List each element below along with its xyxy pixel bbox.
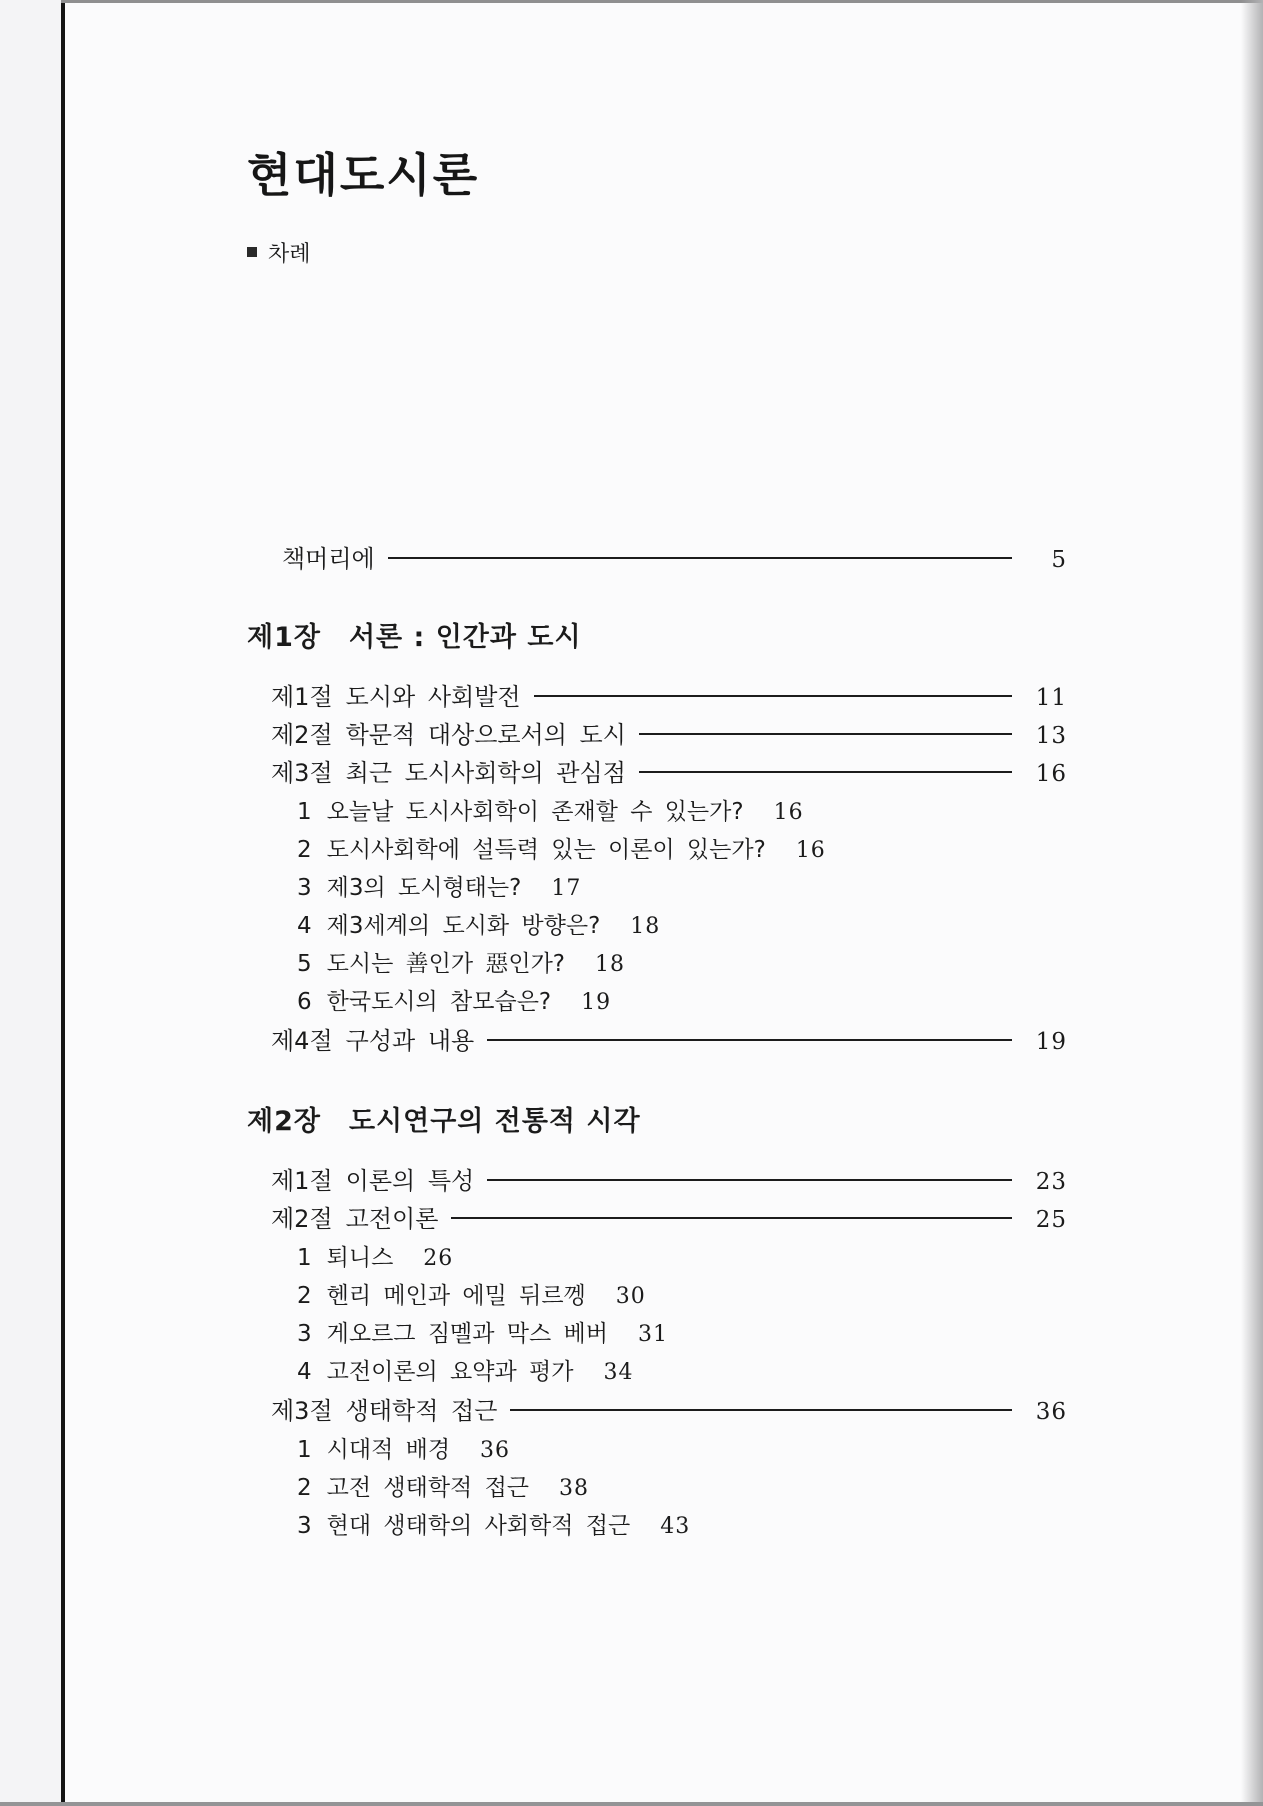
toc-item-row xyxy=(297,907,1067,945)
section-row xyxy=(271,753,1067,791)
item-no: 2 xyxy=(297,1475,312,1501)
item-title: 제3의 도시형태는? xyxy=(326,875,522,901)
dot-leader-line xyxy=(487,1039,1012,1041)
item-page: 30 xyxy=(615,1284,646,1309)
item-page: 19 xyxy=(581,990,612,1015)
item-no: 1 xyxy=(297,1437,312,1463)
item-page: 36 xyxy=(480,1438,511,1463)
section-page: 11 xyxy=(1035,685,1067,711)
toc-section xyxy=(247,715,1067,753)
toc-chapter xyxy=(247,1103,1067,1545)
dot-leader-line xyxy=(487,1179,1012,1181)
chapter-heading xyxy=(247,619,1067,657)
section-page: 19 xyxy=(1035,1029,1067,1055)
section-row xyxy=(271,1021,1067,1059)
front-matter-label: 책머리에 xyxy=(282,545,375,573)
toc-chapters xyxy=(247,619,1067,1545)
item-title: 제3세계의 도시화 방향은? xyxy=(326,913,601,939)
item-title: 시대적 배경 xyxy=(326,1437,451,1463)
item-no: 3 xyxy=(297,1321,312,1347)
item-page: 16 xyxy=(795,838,826,863)
item-title: 헨리 메인과 에밀 뒤르껭 xyxy=(326,1283,586,1309)
item-title: 퇴니스 xyxy=(326,1245,394,1271)
section-title: 고전이론 xyxy=(345,1205,439,1233)
dot-leader-line xyxy=(451,1217,1012,1219)
item-title: 도시는 善인가 惡인가? xyxy=(326,951,565,977)
toc-section xyxy=(247,1199,1067,1391)
section-title: 최근 도시사회학의 관심점 xyxy=(345,759,626,787)
dot-leader-line xyxy=(388,557,1012,559)
page-top-edge xyxy=(61,0,1263,3)
item-no: 3 xyxy=(297,875,312,901)
toc-chapter xyxy=(247,619,1067,1059)
section-items xyxy=(247,793,1067,1021)
chapter-title: 도시연구의 전통적 시각 xyxy=(348,1106,641,1137)
section-title: 생태학적 접근 xyxy=(345,1397,498,1425)
section-page: 36 xyxy=(1035,1399,1067,1425)
item-title: 한국도시의 참모습은? xyxy=(326,989,552,1015)
item-no: 4 xyxy=(297,1359,312,1385)
front-matter-page: 5 xyxy=(1051,547,1067,573)
item-no: 4 xyxy=(297,913,312,939)
section-items xyxy=(247,1431,1067,1545)
toc-item-row xyxy=(297,793,1067,831)
toc-label: 차례 xyxy=(268,241,311,267)
section-no: 제2절 xyxy=(271,1205,333,1233)
section-no: 제2절 xyxy=(271,721,333,749)
toc-item-row xyxy=(297,983,1067,1021)
section-page: 16 xyxy=(1035,761,1067,787)
item-no: 5 xyxy=(297,951,312,977)
section-page: 23 xyxy=(1035,1169,1067,1195)
item-title: 도시사회학에 설득력 있는 이론이 있는가? xyxy=(326,837,766,863)
chapter-sections xyxy=(247,677,1067,1059)
item-no: 6 xyxy=(297,989,312,1015)
section-no: 제3절 xyxy=(271,1397,333,1425)
item-title: 고전 생태학적 접근 xyxy=(326,1475,530,1501)
item-no: 2 xyxy=(297,1283,312,1309)
item-page: 34 xyxy=(603,1360,634,1385)
item-title: 게오르그 짐멜과 막스 베버 xyxy=(326,1321,608,1347)
toc-item-row xyxy=(297,1469,1067,1507)
section-row xyxy=(271,1199,1067,1237)
toc-section xyxy=(247,1391,1067,1545)
toc-item-row xyxy=(297,945,1067,983)
toc-item-row xyxy=(297,1507,1067,1545)
toc-label-row xyxy=(247,237,1067,267)
item-title: 고전이론의 요약과 평가 xyxy=(326,1359,574,1385)
page-bottom-edge xyxy=(0,1802,1263,1806)
item-page: 18 xyxy=(595,952,625,977)
toc-item-row xyxy=(297,1431,1067,1469)
section-title: 이론의 특성 xyxy=(345,1167,475,1195)
toc-item-row xyxy=(297,869,1067,907)
toc-section xyxy=(247,1161,1067,1199)
item-page: 16 xyxy=(773,800,804,825)
toc-section xyxy=(247,1021,1067,1059)
page-content xyxy=(247,148,1067,1545)
section-row xyxy=(271,1391,1067,1429)
toc-item-row xyxy=(297,1315,1067,1353)
toc-item-row xyxy=(297,1277,1067,1315)
toc-item-row xyxy=(297,1239,1067,1277)
item-no: 1 xyxy=(297,799,312,825)
dot-leader-line xyxy=(510,1409,1012,1411)
item-page: 18 xyxy=(630,914,661,939)
section-page: 13 xyxy=(1035,723,1067,749)
dot-leader-line xyxy=(639,733,1012,735)
item-page: 43 xyxy=(660,1514,691,1539)
section-items xyxy=(247,1239,1067,1391)
page-right-edge xyxy=(1241,0,1263,1806)
item-no: 2 xyxy=(297,837,312,863)
square-bullet-icon xyxy=(247,247,257,257)
section-no: 제1절 xyxy=(271,1167,333,1195)
chapter-sections xyxy=(247,1161,1067,1545)
scan-left-margin xyxy=(0,0,61,1806)
item-page: 31 xyxy=(637,1322,668,1347)
book-title: 현대도시론 xyxy=(247,148,480,202)
section-no: 제3절 xyxy=(271,759,333,787)
toc-section xyxy=(247,677,1067,715)
item-title: 현대 생태학의 사회학적 접근 xyxy=(326,1513,631,1539)
section-row xyxy=(271,677,1067,715)
toc-item-row xyxy=(297,1353,1067,1391)
dot-leader-line xyxy=(639,771,1012,773)
toc-section xyxy=(247,753,1067,1021)
item-page: 26 xyxy=(423,1246,454,1271)
item-no: 3 xyxy=(297,1513,312,1539)
chapter-no: 제2장 xyxy=(247,1106,321,1137)
item-no: 1 xyxy=(297,1245,312,1271)
section-page: 25 xyxy=(1035,1207,1067,1233)
dot-leader-line xyxy=(534,695,1012,697)
section-row xyxy=(271,1161,1067,1199)
chapter-title: 서론 : 인간과 도시 xyxy=(348,622,582,653)
section-no: 제4절 xyxy=(271,1027,333,1055)
item-page: 38 xyxy=(559,1476,590,1501)
chapter-no: 제1장 xyxy=(247,622,321,653)
toc-item-row xyxy=(297,831,1067,869)
front-matter-row xyxy=(282,539,1067,577)
item-page: 17 xyxy=(551,876,582,901)
section-title: 구성과 내용 xyxy=(345,1027,475,1055)
page-left-edge xyxy=(61,0,65,1806)
section-title: 도시와 사회발전 xyxy=(345,683,521,711)
chapter-heading xyxy=(247,1103,1067,1141)
section-no: 제1절 xyxy=(271,683,333,711)
item-title: 오늘날 도시사회학이 존재할 수 있는가? xyxy=(326,799,744,825)
section-title: 학문적 대상으로서의 도시 xyxy=(345,721,626,749)
section-row xyxy=(271,715,1067,753)
